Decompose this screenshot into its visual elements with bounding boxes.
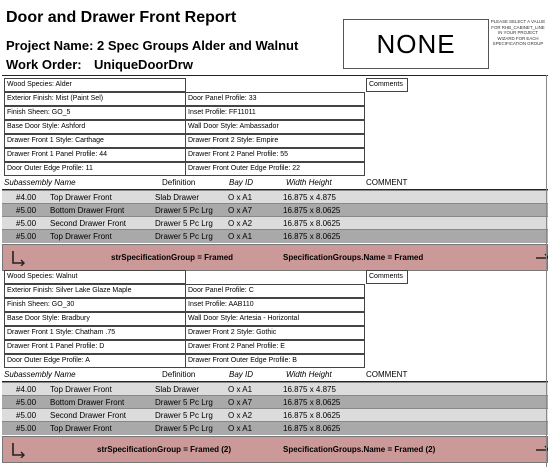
column-header-definition: Definition <box>162 178 196 187</box>
project-name: Project Name: 2 Spec Groups Alder and Walnut <box>6 38 299 53</box>
work-order-value: UniqueDoorDrw <box>94 57 193 72</box>
cell-size: 16.875 x 8.0625 <box>283 232 341 241</box>
spec-field: Door Panel Profile: C <box>185 284 365 298</box>
cell-name: Top Drawer Front <box>50 193 112 202</box>
cell-def: Drawer 5 Pc Lrg <box>155 398 213 407</box>
cell-name: Top Drawer Front <box>50 232 112 241</box>
cell-size: 16.875 x 4.875 <box>283 193 336 202</box>
column-header-comment: COMMENT <box>366 370 408 379</box>
spec-field: Wall Door Style: Ambassador <box>185 120 365 134</box>
cell-size: 16.875 x 4.875 <box>283 385 336 394</box>
comments-label: Comments <box>366 78 408 92</box>
spec-field: Drawer Front 2 Style: Empire <box>185 134 365 148</box>
cell-bay: O x A2 <box>228 411 253 420</box>
table-row[interactable] <box>2 190 548 204</box>
cell-qty: #5.00 <box>16 206 37 215</box>
spec-field: Drawer Front Outer Edge Profile: B <box>185 354 365 368</box>
cell-bay: O x A1 <box>228 385 253 394</box>
spec-field: Drawer Front 2 Panel Profile: E <box>185 340 365 354</box>
table-row[interactable] <box>2 229 548 243</box>
spec-field: Wall Door Style: Artesia - Horizontal <box>185 312 365 326</box>
cell-bay: O x A1 <box>228 232 253 241</box>
cell-bay: O x A1 <box>228 193 253 202</box>
cell-name: Second Drawer Front <box>50 219 127 228</box>
return-arrow-icon[interactable] <box>9 442 27 458</box>
cell-def: Drawer 5 Pc Lrg <box>155 424 213 433</box>
spec-field: Wood Species: Alder <box>4 78 186 92</box>
column-header-subassembly: Subassembly Name <box>4 178 76 187</box>
cell-size: 16.875 x 8.0625 <box>283 411 341 420</box>
cell-qty: #5.00 <box>16 424 37 433</box>
cell-bay: O x A7 <box>228 206 253 215</box>
cell-qty: #4.00 <box>16 385 37 394</box>
cell-qty: #5.00 <box>16 219 37 228</box>
cell-bay: O x A7 <box>228 398 253 407</box>
spec-field: Base Door Style: Ashford <box>4 120 186 134</box>
spec-field: Inset Profile: FF11011 <box>185 106 365 120</box>
header-rule <box>2 75 548 76</box>
spec-field: Base Door Style: Bradbury <box>4 312 186 326</box>
cell-qty: #4.00 <box>16 193 37 202</box>
column-header-size: Width Height <box>286 178 332 187</box>
comments-label: Comments <box>366 270 408 284</box>
spec-field: Drawer Front 1 Panel Profile: D <box>4 340 186 354</box>
cabinet-line-note: PLEASE SELECT A VALUE FOR RHB_CABINET_LINE IN YOUR PROJECT WIZARD FOR EACH SPECIFICATION GROUP <box>490 19 546 47</box>
table-row[interactable] <box>2 203 548 217</box>
spec-field: Drawer Front 1 Style: Carthage <box>4 134 186 148</box>
cell-qty: #5.00 <box>16 232 37 241</box>
image-placeholder-none: NONE <box>343 19 489 69</box>
column-header-size: Width Height <box>286 370 332 379</box>
spec-field: Drawer Front Outer Edge Profile: 22 <box>185 162 365 176</box>
table-row[interactable] <box>2 216 548 230</box>
cell-def: Slab Drawer <box>155 193 200 202</box>
column-header-subassembly: Subassembly Name <box>4 370 76 379</box>
cell-name: Top Drawer Front <box>50 385 112 394</box>
cell-def: Drawer 5 Pc Lrg <box>155 232 213 241</box>
table-row[interactable] <box>2 395 548 409</box>
column-header-bay: Bay ID <box>229 370 254 379</box>
column-header-definition: Definition <box>162 370 196 379</box>
cell-def: Drawer 5 Pc Lrg <box>155 219 213 228</box>
cell-name: Bottom Drawer Front <box>50 206 125 215</box>
cell-size: 16.875 x 8.0625 <box>283 424 341 433</box>
spec-field: Drawer Front 2 Panel Profile: 55 <box>185 148 365 162</box>
cell-def: Slab Drawer <box>155 385 200 394</box>
cell-bay: O x A1 <box>228 424 253 433</box>
return-arrow-icon[interactable] <box>9 250 27 266</box>
right-edge-rule <box>546 75 547 467</box>
cell-name: Bottom Drawer Front <box>50 398 125 407</box>
spec-field: Inset Profile: AAB110 <box>185 298 365 312</box>
spec-field: Wood Species: Walnut <box>4 270 186 284</box>
table-row[interactable] <box>2 382 548 396</box>
report-title: Door and Drawer Front Report <box>6 9 237 26</box>
cell-qty: #5.00 <box>16 398 37 407</box>
spec-field: Finish Sheen: GO_30 <box>4 298 186 312</box>
cell-size: 16.875 x 8.0625 <box>283 219 341 228</box>
spec-field: Exterior Finish: Mist (Paint Sel) <box>4 92 186 106</box>
band-spec-group-name: SpecificationGroups.Name = Framed (2) <box>283 445 436 454</box>
band-spec-group-name: SpecificationGroups.Name = Framed <box>283 253 424 262</box>
spec-group-band <box>2 436 548 463</box>
spec-field: Drawer Front 1 Style: Chatham .75 <box>4 326 186 340</box>
spec-field: Drawer Front 1 Panel Profile: 44 <box>4 148 186 162</box>
spec-group-band <box>2 244 548 271</box>
cell-name: Top Drawer Front <box>50 424 112 433</box>
cell-size: 16.875 x 8.0625 <box>283 398 341 407</box>
table-row[interactable] <box>2 421 548 435</box>
column-header-bay: Bay ID <box>229 178 254 187</box>
spec-field: Door Panel Profile: 33 <box>185 92 365 106</box>
cell-size: 16.875 x 8.0625 <box>283 206 341 215</box>
table-row[interactable] <box>2 408 548 422</box>
cell-def: Drawer 5 Pc Lrg <box>155 411 213 420</box>
cell-qty: #5.00 <box>16 411 37 420</box>
cell-name: Second Drawer Front <box>50 411 127 420</box>
spec-field: Finish Sheen: GO_5 <box>4 106 186 120</box>
spec-field: Drawer Front 2 Style: Gothic <box>185 326 365 340</box>
work-order-label: Work Order: <box>6 57 82 72</box>
column-header-comment: COMMENT <box>366 178 408 187</box>
band-spec-group: strSpecificationGroup = Framed <box>111 253 234 262</box>
spec-field: Exterior Finish: Silver Lake Glaze Maple <box>4 284 186 298</box>
cell-bay: O x A2 <box>228 219 253 228</box>
band-spec-group: strSpecificationGroup = Framed (2) <box>97 445 232 454</box>
spec-field: Door Outer Edge Profile: A <box>4 354 186 368</box>
spec-field: Door Outer Edge Profile: 11 <box>4 162 186 176</box>
cell-def: Drawer 5 Pc Lrg <box>155 206 213 215</box>
